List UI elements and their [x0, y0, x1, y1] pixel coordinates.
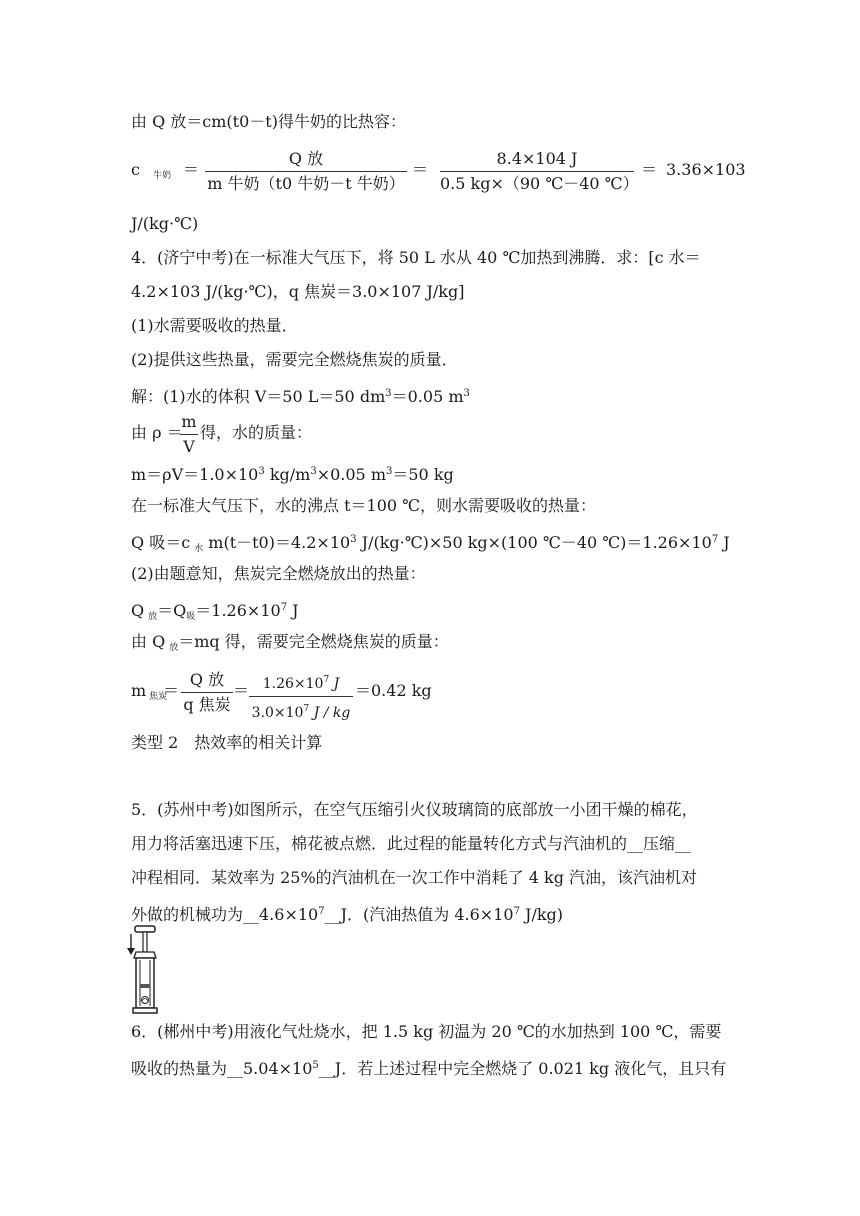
q6-line1: 6．(郴州中考)用液化气灶烧水，把 1.5 kg 初温为 20 ℃的水加热到 100 ℃，需要 [131, 1022, 722, 1041]
f1-eq1: ＝ [183, 160, 200, 179]
f1-bar1 [205, 171, 407, 172]
sol-mass: $m=\rho V=1.0\times 10^3$ $kg/m^3\times 0.05$ $m^3=50$ kg [131, 465, 454, 484]
f2-eq2: ＝ [233, 681, 250, 700]
q5-line4: 外做的机械功为$\_\_4.6\times 10^7\_\_J$．(汽油热值为 $4.6\times 10^7$ J/kg) [131, 905, 564, 924]
f1-den2: 0.5 kg×（90 ℃－40 ℃） [440, 174, 639, 193]
q6-line2: 吸收的热量为$\_\_5.04\times 10^5\_\_J$．若上述过程中完全燃烧了 0.021 kg 液化气，且只有 [131, 1059, 727, 1078]
sol-rho-num: m [181, 412, 197, 431]
sol-rho-post: 得，水的质量： [200, 423, 313, 442]
q5-line2: 用力将活塞迅速下压，棉花被点燃．此过程的能量转化方式与汽油机的__压缩__ [131, 834, 692, 853]
f1-lhs-sub: 牛奶 [153, 171, 172, 181]
sol-q-absorbed: Q 吸＝c $_水$ $m(t-t0)=4.2\times 10^3$ J/(kg·℃)×50 kg×(100 ℃－40 $℃)=1.26\times 10^7$ J [131, 533, 730, 554]
f2-num1: Q 放 [189, 670, 225, 689]
f2-lhs: m [131, 681, 147, 700]
f1-eq3: ＝ [641, 160, 658, 179]
sol-rho-den: V [183, 437, 195, 456]
f1-num2: 8.4×104 J [496, 149, 578, 168]
sol-q-released: Q $_放=Q_吸=1.26\times 10^7$ J [131, 601, 299, 622]
f2-frac2 [249, 670, 353, 723]
f2-frac1 [181, 670, 233, 715]
f1-num1: Q 放 [288, 149, 324, 168]
f1-lhs: c [131, 160, 140, 179]
f2-den2: $3.0\times 10^7$ J / kg [251, 704, 351, 721]
f2-eq1: ＝ [163, 681, 180, 700]
f2-den1: q 焦炭 [183, 695, 231, 714]
f2-result: ＝0.42 kg [355, 681, 432, 700]
q4-line1: 4．(济宁中考)在一标准大气压下，将 50 L 水从 40 ℃加热到沸腾．求：[c 水＝ [131, 248, 701, 267]
q5-line1: 5．(苏州中考)如图所示，在空气压缩引火仪玻璃筒的底部放一小团干燥的棉花， [131, 800, 698, 819]
q5-line3: 冲程相同．某效率为 25%的汽油机在一次工作中消耗了 4 kg 汽油，该汽油机对 [131, 868, 698, 887]
air-compression-igniter-figure [124, 924, 164, 1016]
type2-heading: 类型 2 热效率的相关计算 [131, 733, 323, 752]
sol-mq: 由 Q $_放$＝mq 得，需要完全燃烧焦炭的质量： [131, 632, 449, 653]
sol-volume: 解：(1)水的体积 V＝50 L＝50 $dm^3=0.05$ $m^3$ [131, 387, 470, 406]
f1-frac1 [205, 149, 407, 194]
f1-frac2 [440, 149, 639, 194]
sol-part2: (2)由题意知，焦炭完全燃烧放出的热量： [131, 564, 426, 583]
sol-boiling: 在一标准大气压下，水的沸点 t＝100 ℃，则水需要吸收的热量： [131, 496, 597, 515]
f1-eq2: ＝ [412, 160, 429, 179]
f1-result: 3.36×103 [666, 160, 746, 179]
spec-heat-intro: 由 Q 放＝cm(t0－t)得牛奶的比热容： [131, 112, 406, 131]
sol-rho-frac [180, 412, 198, 457]
f1-den1: m 牛奶（t0 牛奶－t 牛奶） [207, 174, 405, 193]
f1-bar2 [440, 171, 634, 172]
q4-line2: 4.2×103 J/(kg·℃)，q 焦炭＝3.0×107 J/kg] [131, 282, 465, 301]
f2-lhs-sub: 焦炭 [149, 692, 168, 702]
q4-part2: (2)提供这些热量，需要完全燃烧焦炭的质量． [131, 350, 458, 369]
f1-unit-line: J/(kg·℃) [131, 214, 199, 233]
f2-num2: $1.26\times 10^7$ J [262, 675, 340, 692]
q4-part1: (1)水需要吸收的热量． [131, 316, 298, 335]
sol-rho-pre: 由 ρ ＝ [131, 423, 183, 442]
